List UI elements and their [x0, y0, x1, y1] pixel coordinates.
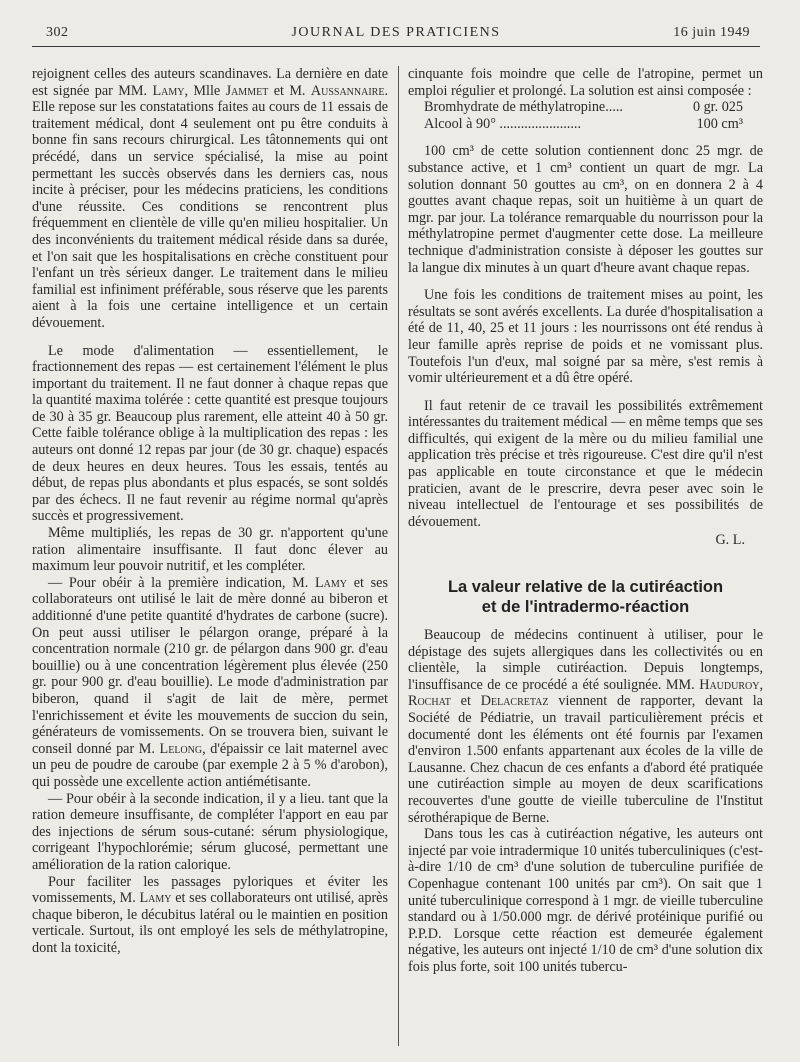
text-run: , d'épaissir ce lait maternel avec un peu de poudre de caroube (par exemple 2 à 5 % d'arobon), qui possède une excellente action antiémétisante.: [32, 740, 388, 790]
text-run: — Pour obéir à la première indication, M.: [48, 574, 316, 591]
formula-ingredient: Bromhydrate de méthylatropine.....: [424, 99, 623, 116]
paragraph: [32, 525, 388, 575]
author-name: Rochat: [408, 693, 451, 710]
author-name: Lamy: [152, 82, 185, 99]
paragraph: cinquante fois moindre que celle de l'atropine, permet un emploi régulier et prolongé. La solution est ainsi composée :: [408, 66, 763, 99]
left-column: [32, 66, 388, 956]
formula-line: [408, 116, 763, 133]
text-run: et M.: [268, 82, 311, 99]
article-title-line: et de l'intradermo-réaction: [481, 598, 690, 617]
paragraph: Il faut retenir de ce travail les possibilités extrêmement intéressantes du traitement médical — en même temps que ses difficultés, qui exigent de la mère ou du milieu familial une application très précise et très rigoureuse. C'est dire qu'il n'est pas applicable en toute circonstance et que le médecin praticien, avant de le prescrire, devra peser avec soin le niveau intellectuel de l'entourage et ses possibilités de dévouement.: [408, 397, 763, 530]
paragraph: [32, 343, 388, 526]
author-signature: G. L.: [715, 532, 745, 549]
text-run: Beaucoup de médecins continuent à utiliser, pour le dépistage des sujets allergiques dans les collectivités ou en clientèle, la simple cutiréaction. Depuis longtemps, l'insuffisance de ce procédé a été soulignée. MM.: [408, 627, 763, 693]
author-name: Lelong: [159, 740, 203, 757]
column-divider: [398, 66, 399, 1046]
author-name: Aussannaire: [310, 82, 385, 99]
article-title: [408, 577, 763, 617]
issue-date: 16 juin 1949: [673, 25, 750, 40]
right-column: [408, 66, 763, 976]
formula-quantity: 0 gr. 025: [692, 99, 743, 116]
text-run: Pour faciliter les passages pyloriques et éviter les vomissements, M.: [32, 873, 388, 907]
paragraph: Une fois les conditions de traitement mises au point, les résultats se sont avérés excellents. La durée d'hospitalisation a été de 11, 40, 25 et 11 jours : les nourrissons ont été rendus à leur famille après reprise de poids et ne vomissant plus. Toutefois l'un d'eux, mal soigné par sa mère, s'est remis à vomir ultérieurement et a dû être opéré.: [408, 287, 763, 387]
formula-line: [408, 99, 763, 116]
author-name: Lamy: [315, 574, 348, 591]
article-title-line: La valeur relative de la cutiréaction: [447, 578, 724, 597]
author-name: Jammet: [225, 82, 269, 99]
formula-quantity: 100 cm³: [696, 115, 743, 132]
author-name: Hauduroy: [699, 676, 760, 693]
journal-title: JOURNAL DES PRATICIENS: [291, 25, 501, 40]
text-run: Même multipliés, les repas de 30 gr. n'apportent qu'une ration alimentaire insuffisante. Il faut donc élever au maximum leur pouvoir nutritif, et les compléter.: [32, 525, 388, 575]
text-run: ,: [759, 676, 763, 693]
paragraph: [32, 874, 388, 957]
text-run: viennent de rapporter, devant la Société de Pédiatrie, un travail particulièrement précis et documenté dont les éléments ont été fournis par l'examen d'environ 1.500 enfants appartenant aux écoles de la ville de Lausanne. Chez chacun de ces enfants a d'abord été pratiquée une cutiréaction simple au moyen de deux scarifications recouvertes d'une goutte de vieille tuberculine de l'Institut sérothérapique de Berne.: [408, 693, 763, 826]
text-run: rejoignent celles des auteurs scandinaves. La dernière en date est signée par MM.: [32, 66, 388, 99]
text-run: — Pour obéir à la seconde indication, il y a lieu. tant que la ration demeure insuffisante, de compléter l'apport en eau par des injections de sérum sous-cutané: sérum physiologique, corrigeant l'hypochlorémie; sérum glucosé, permettant une amélioration de la ration calorique.: [32, 790, 388, 873]
text-run: et ses collaborateurs ont utilisé le lait de mère donné au biberon et additionné d'une petite quantité d'hydrates de carbone (sucre). On peut aussi utiliser le pélargon orange, préparé à la concentration normale (210 gr. de pélargon dans 900 gr. d'eau bouillie) ou à une concentration légèrement plus élevée (250 gr. pour 900 gr. d'eau bouillie). Le mode d'administration par biberon, quand il s'agit de lait de mère, permet l'enrichissement et évite les mouvements de succion du sein, générateurs de vomissements. On se trouvera bien, suivant le conseil donné par M.: [32, 574, 388, 757]
running-header: [32, 22, 760, 47]
paragraph: [32, 791, 388, 874]
text-run: , Mlle: [184, 82, 226, 99]
author-name: Delacretaz: [480, 693, 549, 710]
text-run: et: [450, 693, 481, 710]
paragraph: Dans tous les cas à cutiréaction négative, les auteurs ont injecté par voie intradermique 10 unités tuberculiniques (c'est-à-dire 1/10 de cm³ d'une solution de tuberculine purifiée de Copenhague contenant 100 unités par cm³). On sait que 1 unité tuberculinique correspond à 1 mgr. de vieille tuberculine standard ou à 1/50.000 mgr. de dérivé protéinique purifié ou P.P.D. Lorsque cette réaction est demeurée également négative, les auteurs ont injecté 1/10 de cm³ d'une solution dix fois plus forte, soit 100 unités tubercu-: [408, 826, 763, 975]
author-name: Lamy: [139, 890, 172, 907]
page-number: 302: [46, 25, 69, 40]
paragraph: [32, 575, 388, 791]
paragraph: [408, 627, 763, 826]
paragraph: 100 cm³ de cette solution contiennent donc 25 mgr. de substance active, et 1 cm³ contient un quart de mgr. La solution donnant 50 gouttes au cm³, on en donnera 2 à 4 gouttes avant chaque repas, soit un huitième à un quart de mgr. par jour. La tolérance remarquable du nourrisson pour la méthylatropine permet d'augmenter cette dose. La meilleure technique d'administration consiste à déposer les gouttes sur la langue dix minutes à un quart d'heure avant chaque repas.: [408, 143, 763, 276]
paragraph: [32, 66, 388, 332]
formula-ingredient: Alcool à 90° .......................: [424, 115, 581, 132]
text-run: et ses collaborateurs ont utilisé, après chaque biberon, le décubitus latéral ou le maintien en position verticale. Surtout, ils ont employé les sels de méthylatropine, dont la toxicité,: [32, 890, 388, 956]
text-run: Le mode d'alimentation — essentiellement, le fractionnement des repas — est certainement l'élément le plus important du traitement. Il ne faut donner à chaque repas que la quantité maxima tolérée : cette quantité est presque toujours de 30 à 35 gr. Beaucoup plus rarement, elle atteint 40 à 50 gr. Cette faible tolérance oblige à la multiplication des repas : les auteurs ont donné 12 repas par jour (de 30 gr. chaque) espacés de deux heures en deux heures. Tous les essais, tentés au début, de repas plus abondants et plus espacés, se sont soldés par des échecs. Il ne faut revenir au régime normal qu'après succès et progressivement.: [32, 342, 388, 525]
text-run: . Elle repose sur les constatations faites au cours de 11 essais de traitement médical, dont 4 seulement ont pu être conduits à bonne fin sans recours chirurgical. Les tâtonnements qui ont précédé, dans un service spécialisé, la mise au point permettant les succès observés dans les derniers cas, nous incite à préciser, pour les médecins praticiens, les conditions d'une réussite. Ces conditions se rencontrent plus fréquemment en clientèle de ville qu'en milieu hospitalier. Un des inconvénients du traitement médical réside dans sa durée, et l'on sait que les hospitalisations en crèche constituent pour l'enfant un très sérieux danger. Le traitement dans le milieu familial est infiniment préférable, sous réserve que les parents aient à la fois une certaine intelligence et un certain dévouement.: [32, 82, 388, 331]
